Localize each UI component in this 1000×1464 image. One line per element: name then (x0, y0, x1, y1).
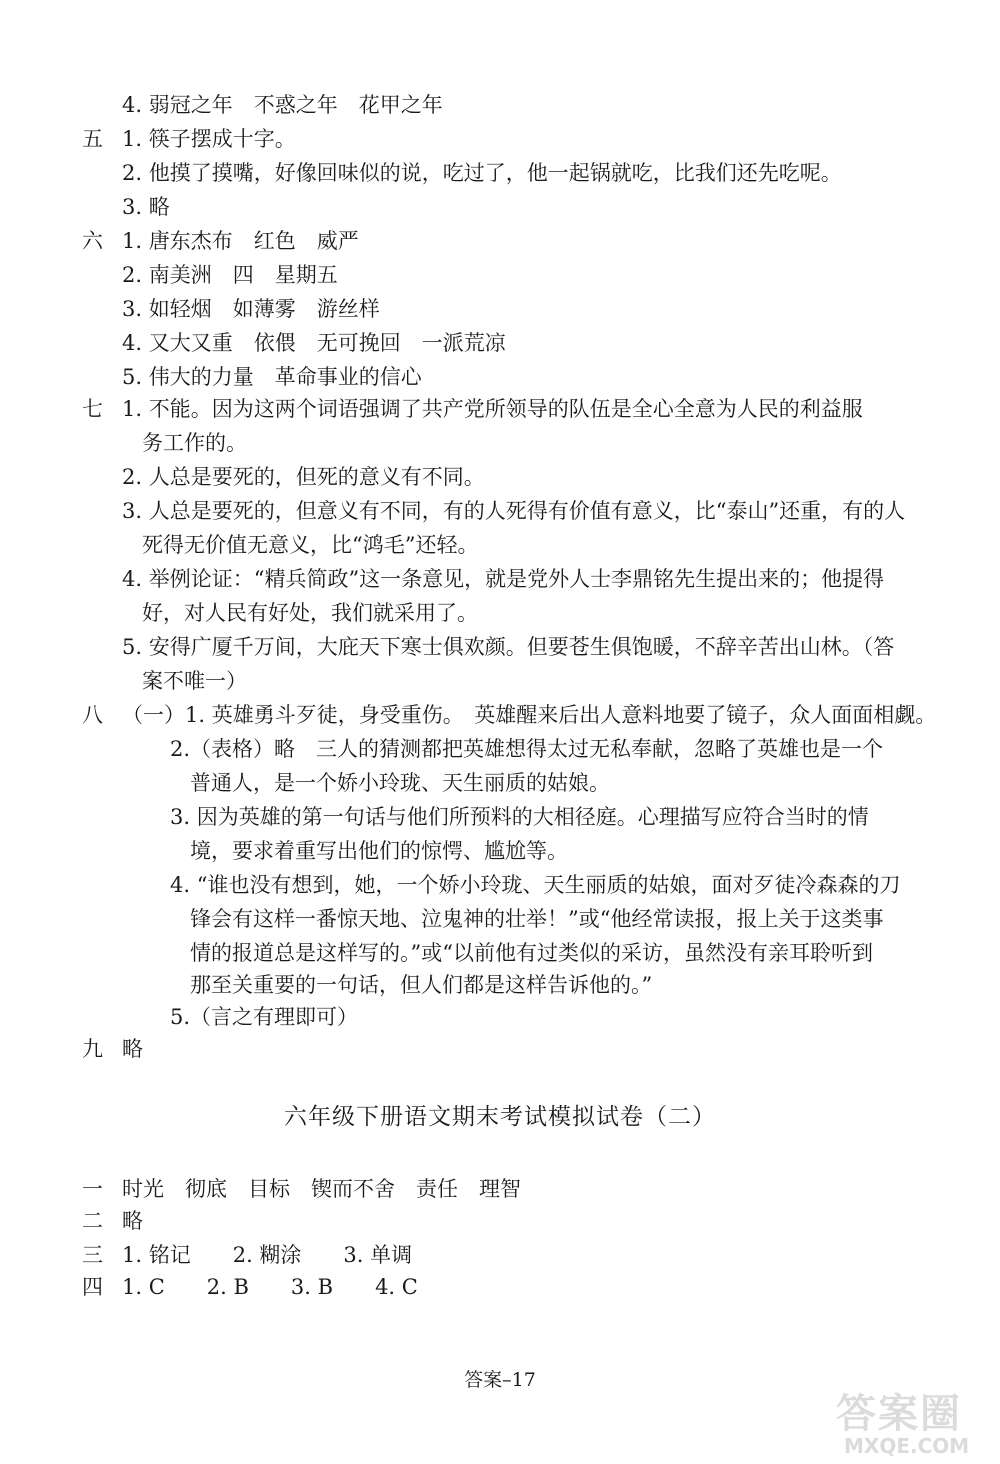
answer-line: 5. 安得广厦千万间，大庇天下寒士俱欢颜。但要苍生俱饱暖，不辞辛苦出山林。（答 (122, 635, 895, 659)
answer-line: 2. 南美洲 四 星期五 (122, 263, 338, 287)
answer-line: 5. 伟大的力量 革命事业的信心 (122, 365, 422, 389)
answer-line: 1. 筷子摆成十字。 (122, 127, 296, 151)
answer-line: 3. 略 (122, 195, 170, 219)
section-numeral-8: 八 (82, 703, 103, 727)
answer-line: （一）1. 英雄勇斗歹徒，身受重伤。 英雄醒来后出人意料地要了镜子，众人面面相觑。 (122, 703, 937, 727)
answer-line: 3. 如轻烟 如薄雾 游丝样 (122, 297, 380, 321)
page-number: 答案–17 (464, 1369, 536, 1391)
answer-line-continued: 死得无价值无意义，比“鸿毛”还轻。 (142, 533, 479, 557)
answer-line-continued: 锋会有这样一番惊天地、泣鬼神的壮举！”或“他经常读报，报上关于这类事 (190, 907, 884, 931)
page-title: 六年级下册语文期末考试模拟试卷（二） (284, 1104, 716, 1130)
section-numeral-1: 一 (82, 1177, 103, 1201)
answer-line: 1. 铭记 2. 糊涂 3. 单调 (122, 1243, 413, 1267)
answer-line: 5.（言之有理即可） (170, 1005, 359, 1029)
section-numeral-7: 七 (82, 397, 103, 421)
watermark-url: MXQE.COM (844, 1434, 970, 1458)
watermark-logo (830, 1380, 1000, 1464)
answer-line: 2. 他摸了摸嘴，好像回味似的说，吃过了，他一起锅就吃，比我们还先吃呢。 (122, 161, 842, 185)
answer-line: 1. C 2. B 3. B 4. C (122, 1275, 418, 1299)
answer-line: 1. 不能。因为这两个词语强调了共产党所领导的队伍是全心全意为人民的利益服 (122, 397, 863, 421)
answer-line: 4. “谁也没有想到，她，一个娇小玲珑、天生丽质的姑娘，面对歹徒冷森森的刀 (170, 873, 901, 897)
answer-line: 4. 又大又重 依偎 无可挽回 一派荒凉 (122, 331, 506, 355)
section-numeral-4: 四 (82, 1275, 103, 1299)
answer-line: 时光 彻底 目标 锲而不舍 责任 理智 (122, 1177, 521, 1201)
answer-line: 略 (122, 1209, 143, 1233)
answer-line-continued: 好，对人民有好处，我们就采用了。 (142, 601, 478, 625)
answer-line: 2.（表格）略 三人的猜测都把英雄想得太过无私奉献，忽略了英雄也是一个 (170, 737, 884, 761)
answer-line: 3. 人总是要死的，但意义有不同，有的人死得有价值有意义，比“泰山”还重，有的人 (122, 499, 906, 523)
section-numeral-5: 五 (82, 127, 103, 151)
answer-line: 1. 唐东杰布 红色 威严 (122, 229, 359, 253)
answer-line-continued: 务工作的。 (142, 431, 247, 455)
section-numeral-6: 六 (82, 229, 103, 253)
answer-line-continued: 案不唯一） (142, 669, 247, 693)
watermark-text: 答案圈 (836, 1391, 962, 1437)
answer-line: 4. 举例论证：“精兵简政”这一条意见，就是党外人士李鼎铭先生提出来的；他提得 (122, 567, 885, 591)
answer-line-continued: 情的报道总是这样写的。”或“以前他有过类似的采访，虽然没有亲耳聆听到 (190, 941, 873, 965)
section-numeral-2: 二 (82, 1209, 103, 1233)
answer-line: 4. 弱冠之年 不惑之年 花甲之年 (122, 93, 443, 117)
answer-line-continued: 境，要求着重写出他们的惊愕、尴尬等。 (190, 839, 568, 863)
answer-line-continued: 那至关重要的一句话，但人们都是这样告诉他的。” (190, 973, 653, 997)
section-numeral-3: 三 (82, 1243, 103, 1267)
answer-line-continued: 普通人，是一个娇小玲珑、天生丽质的姑娘。 (190, 771, 610, 795)
answer-line: 3. 因为英雄的第一句话与他们所预料的大相径庭。心理描写应符合当时的情 (170, 805, 869, 829)
section-numeral-9: 九 (82, 1037, 103, 1061)
answer-line: 2. 人总是要死的，但死的意义有不同。 (122, 465, 485, 489)
answer-line: 略 (122, 1037, 143, 1061)
